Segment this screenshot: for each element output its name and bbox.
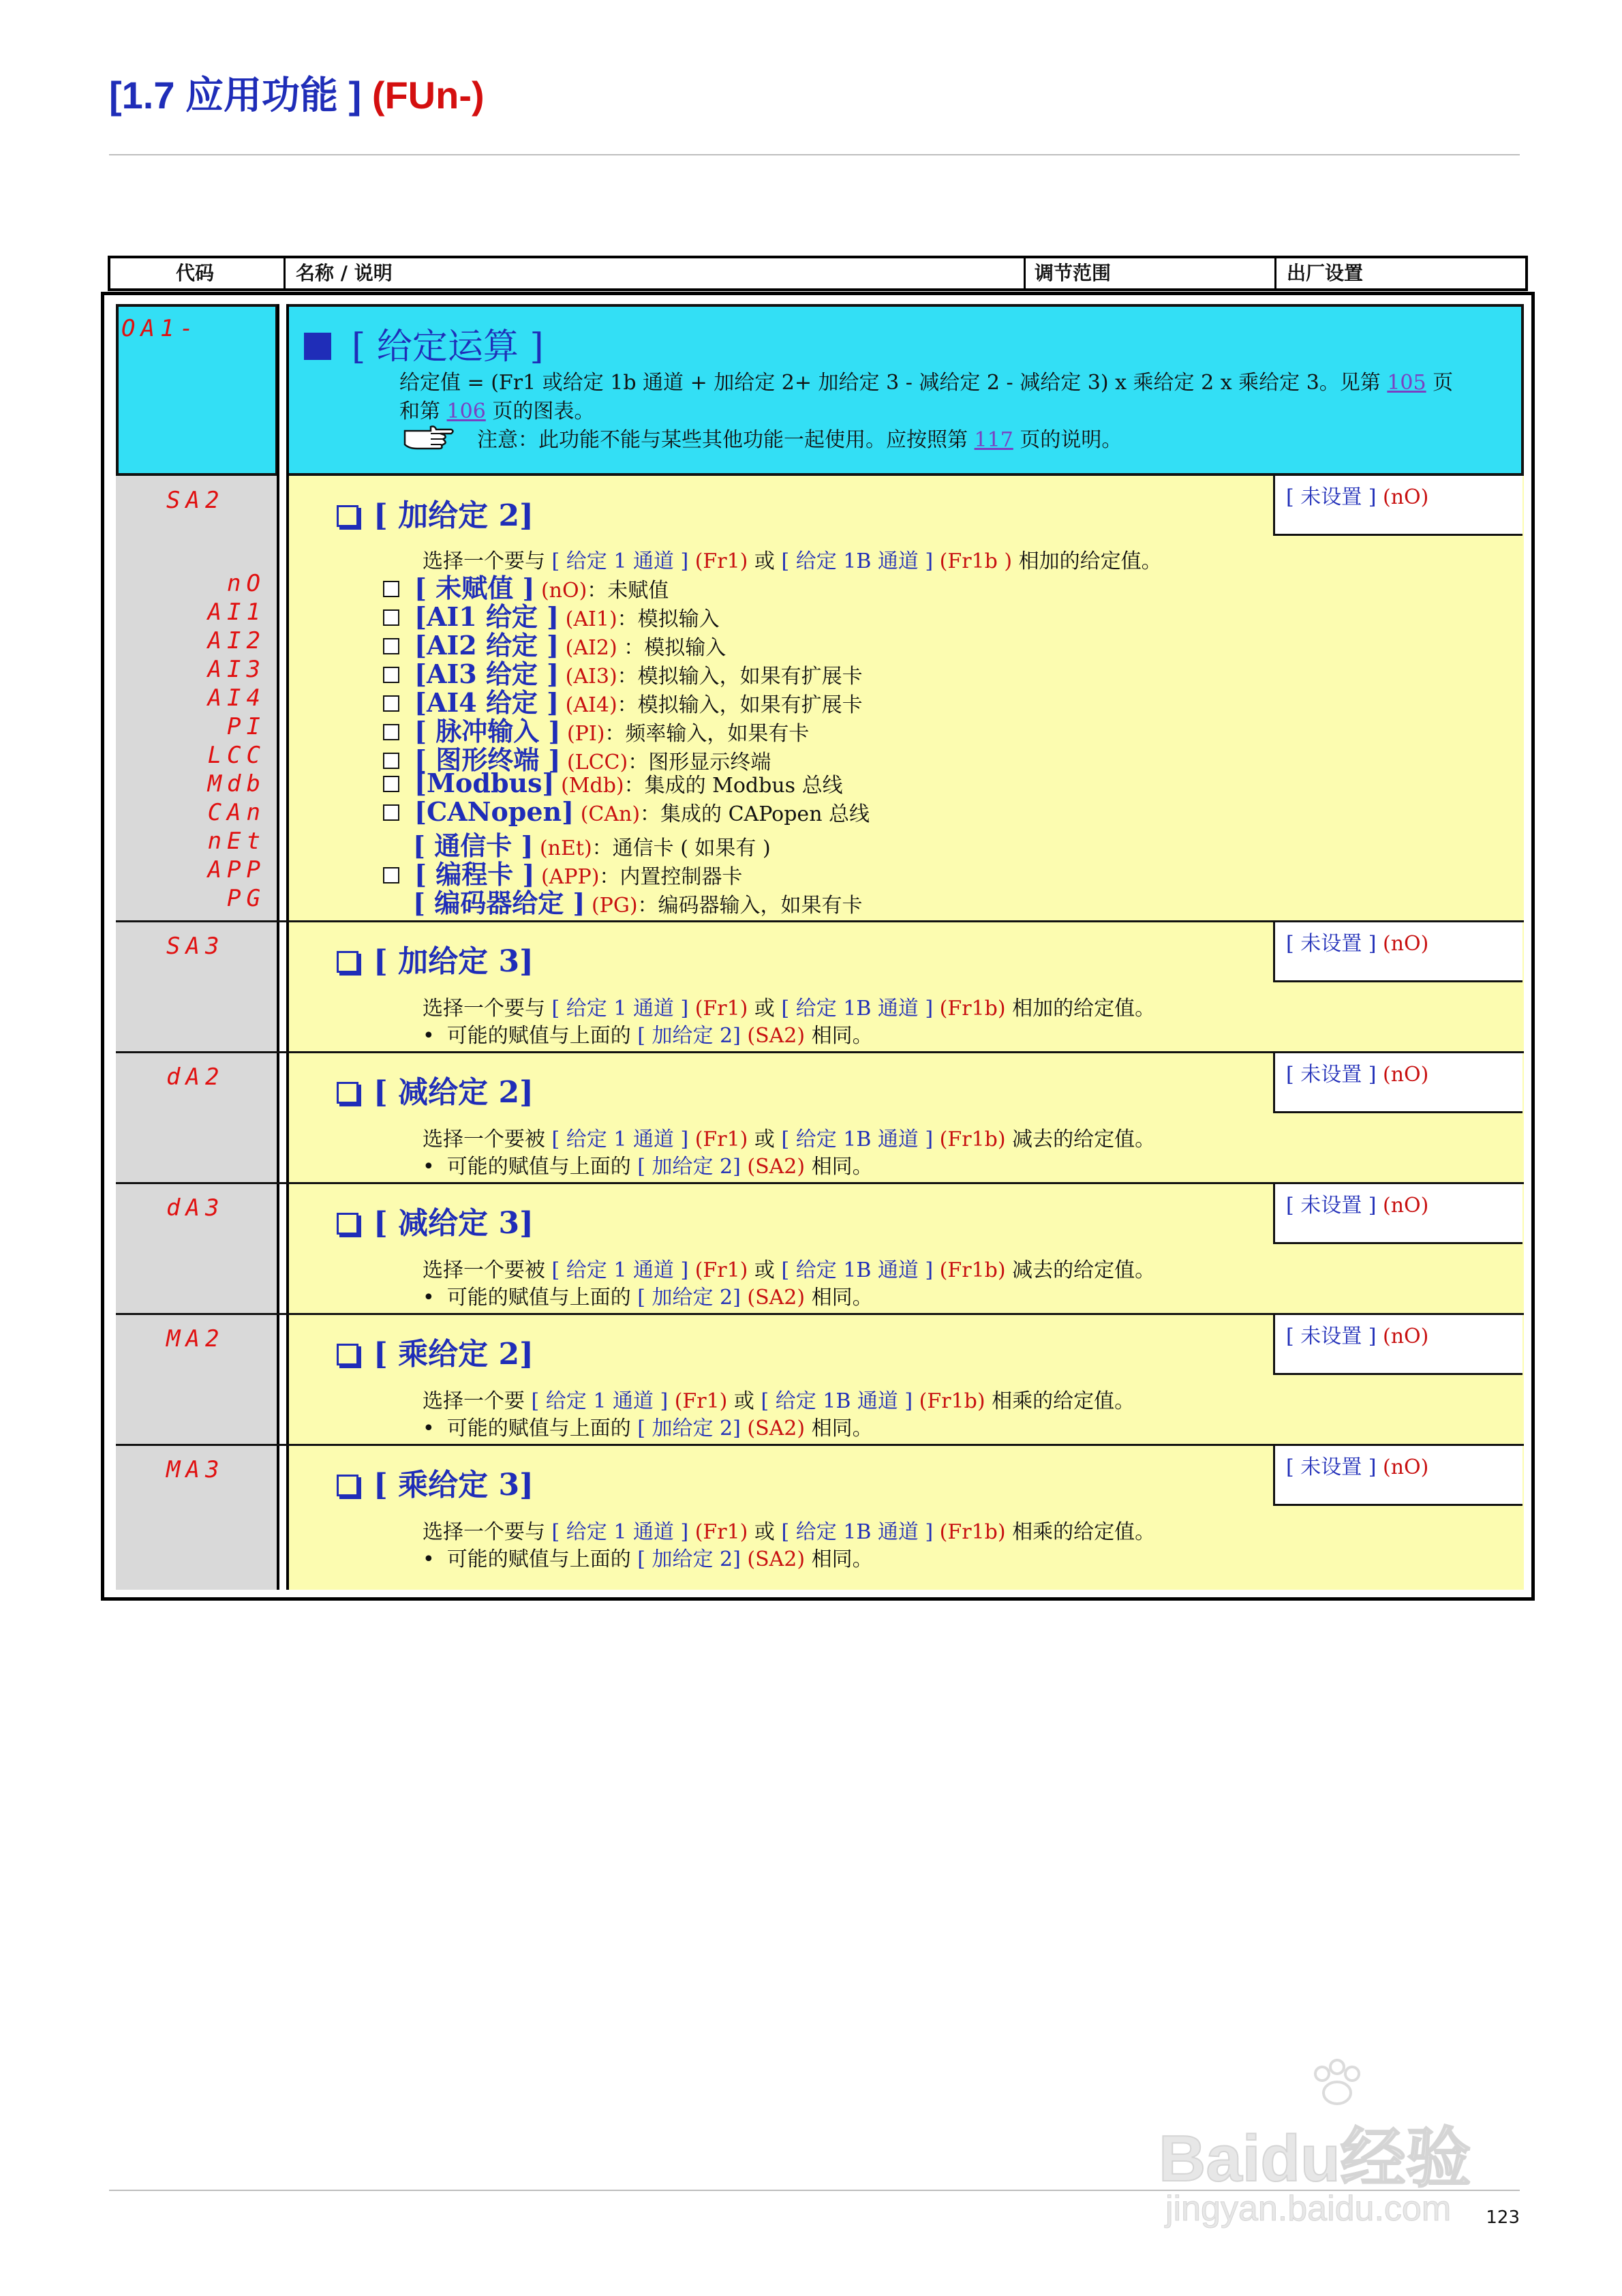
desc-text: 或: [748, 549, 782, 573]
option-abbr: (PI): [560, 722, 605, 746]
col-header-code: 代码: [176, 262, 215, 284]
section-desc-line2: [399, 394, 594, 424]
factory-name: [ 未设置 ]: [1286, 932, 1377, 956]
desc-text: 页的图表。: [485, 399, 595, 423]
desc-text: 或: [748, 1258, 782, 1282]
option-code: LCC: [207, 742, 266, 769]
option-name: [ 通信卡 ]: [413, 830, 534, 861]
option-code: AI2: [207, 627, 266, 654]
ref-code: (Fr1): [688, 1258, 748, 1282]
desc-text: 和第: [399, 399, 447, 423]
param-desc: [423, 1122, 1155, 1152]
option-abbr: (LCC): [560, 751, 628, 774]
option-checkbox[interactable]: [383, 753, 399, 769]
ref-code: (SA2): [740, 1024, 806, 1048]
param-code: dA3: [166, 1194, 225, 1222]
param-code: dA2: [166, 1063, 225, 1091]
option-name: [AI3 给定 ]: [414, 659, 560, 689]
desc-text: 给定值 = (Fr1 或给定 1b 通道 + 加给定 2+ 加给定 3 - 减给定 2 - 减给定 3) x 乘给定 2 x 乘给定 3。见第: [399, 371, 1388, 395]
param-title-text: [ 乘给定 3]: [373, 1468, 534, 1502]
factory-setting: [1273, 1184, 1522, 1244]
factory-setting: [1273, 476, 1522, 536]
ref-code: (Fr1b): [913, 1389, 985, 1413]
param-title: [337, 937, 534, 980]
param-title: [337, 1329, 534, 1373]
desc-text: 选择一个要: [423, 1389, 532, 1413]
param-title-text: [ 加给定 3]: [373, 944, 534, 979]
option-name: [ 图形终端 ]: [414, 744, 561, 775]
col-header-factory: 出厂设置: [1287, 262, 1364, 284]
page-link-105[interactable]: 105: [1387, 371, 1426, 395]
param-title: [337, 1068, 534, 1111]
factory-name: [ 未设置 ]: [1286, 1325, 1377, 1348]
param-title: [337, 491, 534, 534]
option-desc: ：图形显示终端: [628, 751, 771, 774]
ref-code: (SA2): [740, 1286, 806, 1310]
param-note: [423, 1018, 873, 1048]
ref-name: [ 给定 1 通道 ]: [551, 1520, 689, 1544]
option-checkbox[interactable]: [383, 581, 399, 597]
factory-setting: [1273, 1446, 1522, 1506]
option-abbr: (PG): [585, 894, 638, 918]
ref-code: (Fr1): [688, 549, 748, 573]
desc-text: 或: [748, 1520, 782, 1544]
table-header: [108, 256, 1528, 291]
column-double-divider: [277, 304, 289, 1590]
checkbox-icon: [337, 1475, 358, 1496]
option-name: [ 未赋值 ]: [414, 573, 535, 603]
option-name: [AI2 给定 ]: [414, 630, 560, 661]
desc-text: 减去的给定值。: [1005, 1258, 1156, 1282]
watermark-url: jingyan.baidu.com: [1165, 2189, 1452, 2229]
factory-code: (nO): [1383, 1325, 1429, 1348]
ref-name: [ 给定 1B 通道 ]: [761, 1389, 913, 1413]
factory-code: (nO): [1383, 1455, 1429, 1479]
ref-code: (SA2): [740, 1417, 806, 1440]
desc-text: 或: [748, 997, 782, 1021]
option-checkbox[interactable]: [383, 867, 399, 883]
watermark-logo: Baidu经验: [1159, 2122, 1471, 2195]
ref-name: [ 给定 1 通道 ]: [551, 1258, 689, 1282]
option-desc: ：模拟输入: [617, 636, 726, 660]
option-checkbox[interactable]: [383, 776, 399, 792]
param-note: [423, 1411, 873, 1441]
factory-name: [ 未设置 ]: [1286, 1455, 1377, 1479]
option-abbr: (Mdb): [554, 774, 624, 798]
option-desc: ：模拟输入，如果有扩展卡: [617, 693, 863, 717]
baidu-watermark: [1159, 2059, 1540, 2236]
option-name: [ 编程卡 ]: [414, 859, 535, 890]
param-desc: [423, 1515, 1155, 1545]
option-name: [CANopen]: [414, 796, 575, 827]
desc-text: 相加的给定值。: [1005, 997, 1156, 1021]
option-code: CAn: [207, 799, 266, 826]
option-desc: ：编码器输入，如果有卡: [637, 894, 863, 918]
option-abbr: (AI2): [559, 636, 617, 660]
param-note: [423, 1542, 873, 1572]
note-text: 相同。: [805, 1155, 873, 1179]
param-code: MA3: [166, 1456, 225, 1483]
desc-text: 减去的给定值。: [1005, 1128, 1156, 1151]
ref-code: (Fr1): [668, 1389, 728, 1413]
factory-code: (nO): [1383, 932, 1429, 956]
param-title: [337, 1198, 534, 1242]
option-desc: ：频率输入，如果有卡: [605, 722, 810, 746]
page-number: 123: [1486, 2207, 1520, 2228]
col-divider: [1274, 258, 1276, 288]
factory-code: (nO): [1383, 485, 1429, 509]
ref-name: [ 给定 1B 通道 ]: [781, 1258, 934, 1282]
option-abbr: (AI3): [559, 665, 617, 689]
option-code: PG: [227, 885, 266, 912]
ref-code: (Fr1b): [933, 1128, 1006, 1151]
param-code: SA3: [166, 933, 225, 960]
factory-setting: [1273, 1053, 1522, 1113]
filled-square-icon: [304, 333, 331, 360]
ref-code: (Fr1b ): [933, 549, 1013, 573]
option-item: [383, 796, 870, 827]
option-desc: ：未赋值: [587, 579, 669, 603]
option-code: nO: [227, 570, 266, 597]
param-desc: [423, 1384, 1135, 1414]
col-header-range: 调节范围: [1035, 262, 1112, 284]
note-text: 相同。: [805, 1286, 873, 1310]
param-desc: [423, 991, 1155, 1021]
ref-name: [ 给定 1B 通道 ]: [781, 997, 934, 1021]
col-divider: [284, 258, 286, 288]
option-name: [AI4 给定 ]: [414, 687, 560, 718]
ref-name: [ 给定 1B 通道 ]: [781, 1128, 934, 1151]
note-text: 相同。: [805, 1417, 873, 1440]
option-desc: ：通信卡 ( 如果有 ): [592, 836, 771, 860]
option-code: AI1: [207, 599, 266, 626]
factory-name: [ 未设置 ]: [1286, 485, 1377, 509]
option-desc: ：内置控制器卡: [599, 865, 743, 889]
checkbox-icon: [337, 951, 358, 973]
desc-text: 选择一个要与: [423, 1520, 552, 1544]
title-code: (FUn-): [371, 74, 485, 117]
option-abbr: (AI4): [559, 693, 617, 717]
option-desc: ：模拟输入，如果有扩展卡: [617, 665, 863, 689]
option-checkbox[interactable]: [383, 638, 399, 654]
ref-name: [ 加给定 2]: [637, 1286, 741, 1310]
desc-text: 选择一个要被: [423, 1258, 552, 1282]
col-header-name: 名称 / 说明: [296, 262, 393, 284]
desc-text: 或: [727, 1389, 761, 1413]
desc-text: 相乘的给定值。: [1005, 1520, 1156, 1544]
note-text: 可能的赋值与上面的: [446, 1024, 638, 1048]
option-checkbox[interactable]: [383, 695, 399, 712]
option-desc: ：集成的 CAPopen 总线: [640, 802, 870, 826]
option-code: AI4: [207, 684, 266, 712]
col-divider: [1024, 258, 1026, 288]
option-name: [ 脉冲输入 ]: [414, 716, 561, 746]
option-code: Mdb: [207, 770, 266, 798]
option-checkbox[interactable]: [383, 804, 399, 821]
option-abbr: (AI1): [559, 607, 617, 631]
param-title-text: [ 加给定 2]: [373, 498, 534, 533]
ref-name: [ 加给定 2]: [637, 1417, 741, 1440]
option-desc: ：模拟输入: [617, 607, 720, 631]
factory-code: (nO): [1383, 1063, 1429, 1087]
option-abbr: (nEt): [533, 836, 592, 860]
ref-name: [ 给定 1 通道 ]: [531, 1389, 669, 1413]
factory-name: [ 未设置 ]: [1286, 1194, 1377, 1218]
option-name: [ 编码器给定 ]: [413, 888, 585, 918]
option-abbr: (nO): [534, 579, 587, 603]
ref-code: (SA2): [740, 1155, 806, 1179]
checkbox-icon: [337, 1082, 358, 1104]
note-text: 相同。: [805, 1024, 873, 1048]
desc-text: 相乘的给定值。: [985, 1389, 1135, 1413]
factory-setting: [1273, 1315, 1522, 1375]
ref-name: [ 给定 1 通道 ]: [551, 1128, 689, 1151]
page-title: [109, 65, 485, 120]
checkbox-icon: [337, 1213, 358, 1235]
note-text: 相同。: [805, 1547, 873, 1571]
param-note: [423, 1149, 873, 1179]
section-title-text: [ 给定运算 ]: [352, 327, 544, 367]
option-abbr: (CAn): [574, 802, 641, 826]
option-name: [Modbus]: [414, 768, 555, 798]
param-code: SA2: [166, 487, 225, 514]
ref-name: [ 给定 1B 通道 ]: [781, 549, 934, 573]
option-code: AI3: [207, 656, 266, 683]
ref-code: (Fr1b): [933, 1258, 1006, 1282]
ref-name: [ 给定 1B 通道 ]: [781, 1520, 934, 1544]
param-code: MA2: [166, 1325, 225, 1353]
option-checkbox[interactable]: [383, 724, 399, 740]
desc-text: 选择一个要与: [423, 997, 552, 1021]
section-note: [477, 423, 1122, 453]
checkbox-icon: [337, 1344, 358, 1365]
desc-text: 选择一个要被: [423, 1128, 552, 1151]
note-text: 可能的赋值与上面的: [446, 1417, 638, 1440]
param-note: [423, 1280, 873, 1310]
desc-text: 相加的给定值。: [1012, 549, 1162, 573]
header-divider: [109, 154, 1520, 155]
section-code: OA1-: [121, 315, 199, 342]
ref-name: [ 加给定 2]: [637, 1024, 741, 1048]
param-title-text: [ 减给定 2]: [373, 1075, 534, 1110]
option-item: [383, 768, 843, 798]
section-title: [304, 318, 544, 369]
ref-name: [ 给定 1 通道 ]: [551, 549, 689, 573]
paw-icon: [1309, 2059, 1370, 2106]
checkbox-icon: [337, 505, 358, 527]
option-code: APP: [207, 856, 266, 883]
option-checkbox[interactable]: [383, 667, 399, 683]
page-link-106[interactable]: 106: [446, 399, 486, 423]
ref-code: (SA2): [740, 1547, 806, 1571]
note-text: 可能的赋值与上面的: [446, 1286, 638, 1310]
factory-code: (nO): [1383, 1194, 1429, 1218]
option-code: nEt: [207, 828, 266, 855]
param-desc: [423, 1253, 1155, 1283]
ref-name: [ 加给定 2]: [637, 1155, 741, 1179]
ref-code: (Fr1): [688, 997, 748, 1021]
desc-text: 页: [1426, 371, 1454, 395]
ref-code: (Fr1b): [933, 1520, 1006, 1544]
desc-text: 选择一个要与: [423, 549, 552, 573]
option-name: [AI1 给定 ]: [414, 601, 560, 632]
option-item: [413, 882, 863, 920]
note-text: 注意：此功能不能与某些其他功能一起使用。应按照第: [477, 428, 975, 452]
param-title-text: [ 减给定 3]: [373, 1206, 534, 1241]
note-text: 可能的赋值与上面的: [446, 1547, 638, 1571]
pointing-hand-icon: [403, 424, 455, 451]
option-code: PI: [227, 713, 266, 740]
ref-code: (Fr1b): [933, 997, 1006, 1021]
param-title: [337, 1460, 534, 1504]
param-title-text: [ 乘给定 2]: [373, 1337, 534, 1372]
ref-code: (Fr1): [688, 1520, 748, 1544]
factory-setting: [1273, 922, 1522, 982]
ref-code: (Fr1): [688, 1128, 748, 1151]
option-abbr: (APP): [534, 865, 600, 889]
page-link-117[interactable]: 117: [974, 428, 1013, 452]
title-text: [1.7 应用功能 ]: [109, 74, 362, 117]
desc-text: 或: [748, 1128, 782, 1151]
ref-name: [ 给定 1 通道 ]: [551, 997, 689, 1021]
section-desc-line1: [399, 365, 1453, 395]
ref-name: [ 加给定 2]: [637, 1547, 741, 1571]
note-text: 页的说明。: [1013, 428, 1122, 452]
option-desc: ：集成的 Modbus 总线: [624, 774, 843, 798]
note-text: 可能的赋值与上面的: [446, 1155, 638, 1179]
option-checkbox[interactable]: [383, 609, 399, 626]
factory-name: [ 未设置 ]: [1286, 1063, 1377, 1087]
